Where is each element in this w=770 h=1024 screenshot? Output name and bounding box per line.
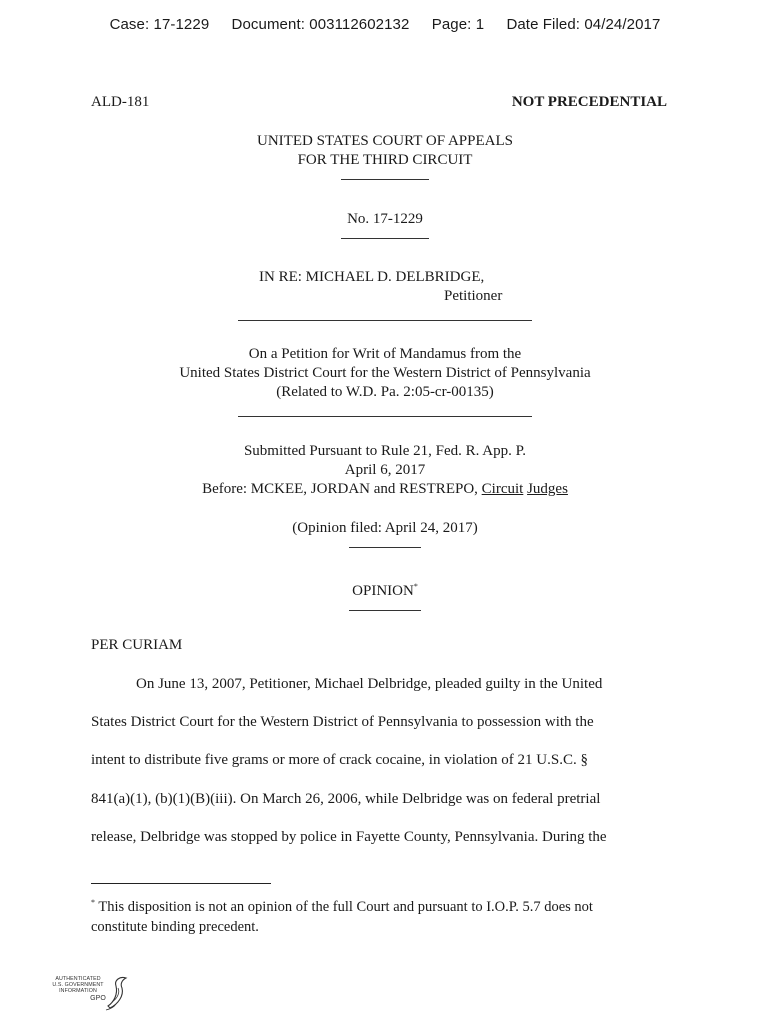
seal-line-1: AUTHENTICATED [55,976,101,982]
seal-line-2: U.S. GOVERNMENT [52,982,104,988]
footnote [91,893,671,937]
petition-line-2: United States District Court for the Western District of Pennsylvania [179,365,591,381]
body-line-1: On June 13, 2007, Petitioner, Michael Delbridge, pleaded guilty in the United [136,676,603,692]
panel-judges: Before: MCKEE, JORDAN and RESTREPO, [202,481,482,497]
gpo-authentication-seal [44,972,130,1016]
caption-role: Petitioner [444,288,503,304]
petition-line-3: (Related to W.D. Pa. 2:05-cr-00135) [276,384,494,400]
opinion-title: OPINION [352,583,414,599]
court-name [0,132,770,186]
opinion-filed-date: (Opinion filed: April 24, 2017) [292,520,478,536]
case-caption [259,268,502,306]
precedential-status: NOT PRECEDENTIAL [511,94,667,110]
footnote-line-1: This disposition is not an opinion of the full Court and pursuant to I.O.P. 5.7 does not [95,898,593,915]
submission-date: April 6, 2017 [344,462,426,478]
body-line-2: States District Court for the Western District of Pennsylvania to possession with the [91,714,594,730]
judges-word: Judges [527,481,568,497]
case-number-text: No. 17-1229 [347,211,423,227]
seal-line-3: INFORMATION [59,988,97,994]
footnote-marker: * [91,898,95,907]
submission-line: Submitted Pursuant to Rule 21, Fed. R. App. P. [243,443,527,459]
body-line-3: intent to distribute five grams or more of crack cocaine, in violation of 21 U.S.C. § [91,752,588,768]
divider [238,320,532,321]
court-name-line-2: FOR THE THIRD CIRCUIT [297,152,473,168]
circuit-word: Circuit [481,481,524,497]
case-number [0,210,770,245]
divider [349,610,421,611]
body-line-4: 841(a)(1), (b)(1)(B)(iii). On March 26, 2006, while Delbridge was on federal pretrial [91,791,601,807]
panel-line [0,480,770,499]
petition-description [0,345,770,402]
footnote-marker: * [413,582,418,591]
petition-line-1: On a Petition for Writ of Mandamus from the [248,346,522,362]
date-filed-header: Date Filed: 04/24/2017 [506,16,661,33]
body-line-5: release, Delbridge was stopped by police in Fayette County, Pennsylvania. During the [91,829,607,845]
caption-party: IN RE: MICHAEL D. DELBRIDGE, [259,269,485,285]
case-number-header: Case: 17-1229 [109,16,210,33]
filing-header [0,16,770,33]
footnote-line-2: constitute binding precedent. [91,918,259,935]
eagle-icon [44,972,130,1016]
per-curiam: PER CURIAM [91,637,183,653]
docket-code: ALD-181 [91,94,150,110]
seal-line-4: GPO [90,995,106,1002]
court-name-line-1: UNITED STATES COURT OF APPEALS [257,133,513,149]
divider [349,547,421,548]
page-number-header: Page: 1 [431,16,485,33]
submission-block [0,442,770,499]
opinion-filed [0,519,770,554]
divider [238,416,532,417]
opinion-heading [0,577,770,617]
divider [341,179,429,180]
footnote-divider [91,883,271,884]
document-number-header: Document: 003112602132 [231,16,410,33]
divider [341,238,429,239]
